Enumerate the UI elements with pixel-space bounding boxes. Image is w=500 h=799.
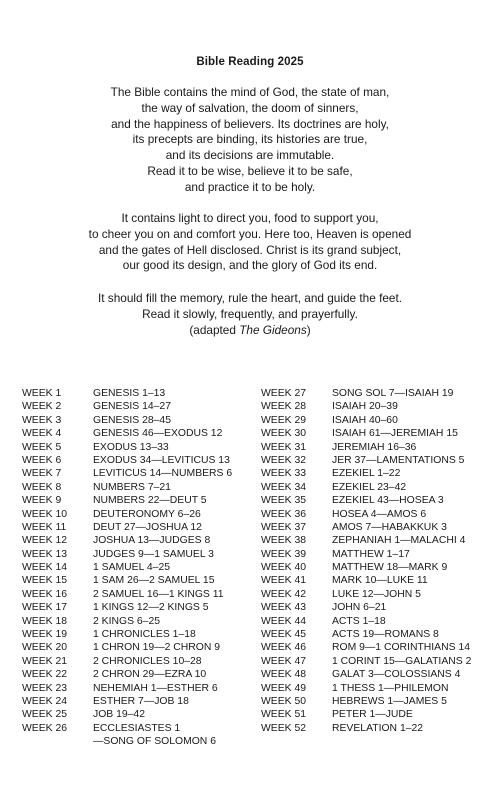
reading-range: 2 CHRONICLES 10–28: [93, 655, 202, 667]
week-label: WEEK 27: [261, 388, 307, 399]
week-label: WEEK 10: [22, 508, 68, 520]
week-label: WEEK 37: [261, 521, 307, 533]
week-label: WEEK 12: [22, 535, 68, 547]
paragraph-line: Read it to be wise, believe it to be safe,: [147, 163, 353, 178]
paragraph-line: and its decisions are immutable.: [165, 148, 335, 163]
reading-range: NUMBERS 7–21: [93, 481, 171, 493]
reading-range: ZEPHANIAH 1—MALACHI 4: [332, 535, 466, 547]
week-label: WEEK 4: [22, 428, 62, 440]
reading-range: NUMBERS 22—DEUT 5: [93, 495, 207, 507]
attribution-line: [0, 323, 500, 339]
paragraph-line: to cheer you on and comfort you. Here too, Heaven is opened: [88, 226, 412, 241]
reading-range: GENESIS 28–45: [93, 414, 171, 426]
reading-range: 1 CORINT 15—GALATIANS 2: [332, 655, 472, 667]
reading-range: 2 SAMUEL 16—1 KINGS 11: [93, 588, 224, 600]
reading-range: EXODUS 34—LEVITICUS 13: [93, 454, 230, 466]
reading-range: ISAIAH 61—JEREMIAH 15: [332, 428, 458, 440]
week-label: WEEK 34: [261, 481, 307, 493]
reading-range: JOSHUA 13—JUDGES 8: [93, 535, 211, 547]
week-label: WEEK 11: [22, 521, 67, 533]
week-label: WEEK 14: [22, 562, 68, 574]
reading-range: ROM 9—1 CORINTHIANS 14: [332, 642, 470, 654]
reading-range: ESTHER 7—JOB 18: [93, 695, 189, 707]
second-paragraph: [0, 211, 500, 274]
paragraph-line: Read it slowly, frequently, and prayerfully.: [142, 306, 358, 321]
week-label: WEEK 25: [22, 709, 68, 721]
week-label: WEEK 52: [261, 722, 307, 734]
paragraph-line: It contains light to direct you, food to support you,: [121, 211, 379, 225]
week-label: WEEK 45: [261, 629, 307, 641]
reading-range: DEUTERONOMY 6–26: [93, 508, 201, 520]
week-label: WEEK 42: [261, 588, 307, 600]
reading-range: JOB 19–42: [93, 709, 145, 721]
week-label: WEEK 41: [261, 575, 307, 587]
week-label: WEEK 1: [22, 388, 62, 399]
reading-range: JER 37—LAMENTATIONS 5: [332, 454, 465, 466]
reading-range: NEHEMIAH 1—ESTHER 6: [93, 682, 218, 694]
reading-range: 2 KINGS 6–25: [93, 615, 161, 627]
attribution-suffix: ): [306, 322, 311, 337]
reading-range: 2 CHRON 29—EZRA 10: [93, 669, 207, 681]
reading-range: ACTS 1–18: [332, 615, 386, 627]
reading-range: ISAIAH 20–39: [332, 401, 398, 413]
week-label: WEEK 9: [22, 495, 62, 507]
reading-range: 1 SAM 26—2 SAMUEL 15: [93, 575, 215, 587]
reading-range: JUDGES 9—1 SAMUEL 3: [93, 548, 214, 560]
reading-range: LEVITICUS 14—NUMBERS 6: [93, 468, 233, 480]
week-label: WEEK 16: [22, 588, 68, 600]
reading-range: REVELATION 1–22: [332, 722, 424, 734]
reading-range: MARK 10—LUKE 11: [332, 575, 428, 587]
week-label: WEEK 47: [261, 655, 307, 667]
reading-range: 1 CHRON 19—2 CHRON 9: [93, 642, 221, 654]
reading-range: HEBREWS 1—JAMES 5: [332, 695, 447, 707]
week-label: WEEK 33: [261, 468, 307, 480]
week-label: WEEK 43: [261, 602, 307, 614]
week-label: WEEK 36: [261, 508, 307, 520]
reading-range: MATTHEW 1–17: [332, 548, 410, 560]
week-label: WEEK 48: [261, 669, 307, 681]
week-label: WEEK 51: [261, 709, 307, 721]
week-label: WEEK 46: [261, 642, 307, 654]
week-label: WEEK 24: [22, 695, 68, 707]
paragraph-line: and the gates of Hell disclosed. Christ is its grand subject,: [98, 242, 402, 257]
reading-range: 1 SAMUEL 4–25: [93, 562, 171, 574]
paragraph-line: The Bible contains the mind of God, the state of man,: [110, 85, 390, 99]
reading-range: 1 THESS 1—PHILEMON: [332, 682, 449, 694]
week-label: WEEK 30: [261, 428, 307, 440]
week-label: WEEK 39: [261, 548, 307, 560]
week-label: WEEK 19: [22, 629, 68, 641]
reading-range: EXODUS 13–33: [93, 441, 169, 453]
reading-range: DEUT 27—JOSHUA 12: [93, 521, 202, 533]
week-label: WEEK 17: [22, 602, 68, 614]
reading-range: JEREMIAH 16–36: [332, 441, 417, 453]
reading-range: LUKE 12—JOHN 5: [332, 588, 421, 600]
reading-range: JOHN 6–21: [332, 602, 387, 614]
reading-range: EZEKIEL 1–22: [332, 468, 401, 480]
paragraph-line: the way of salvation, the doom of sinners,: [141, 100, 359, 115]
week-label: WEEK 49: [261, 682, 307, 694]
reading-range: ECCLESIASTES 1: [93, 722, 181, 734]
paragraph-line: It should fill the memory, rule the heart, and guide the feet.: [97, 291, 403, 305]
week-label: WEEK 21: [22, 655, 68, 667]
week-label: WEEK 38: [261, 535, 307, 547]
paragraph-line: and practice it to be holy.: [184, 179, 316, 194]
reading-range: GENESIS 1–13: [93, 388, 166, 399]
reading-range: EZEKIEL 43—HOSEA 3: [332, 495, 444, 507]
week-label: WEEK 18: [22, 615, 68, 627]
reading-range: PETER 1—JUDE: [332, 709, 413, 721]
page-title: Bible Reading 2025: [196, 56, 304, 68]
reading-range: 1 CHRONICLES 1–18: [93, 629, 196, 641]
week-label: WEEK 35: [261, 495, 307, 507]
week-label: WEEK 20: [22, 642, 68, 654]
week-label: WEEK 50: [261, 695, 307, 707]
paragraph-line: its precepts are binding, its histories are true,: [132, 132, 368, 147]
attribution-prefix: (adapted: [189, 322, 240, 337]
reading-range: ISAIAH 40–60: [332, 414, 398, 426]
reading-range: MATTHEW 18—MARK 9: [332, 562, 448, 574]
week-label: WEEK 23: [22, 682, 68, 694]
week-label: WEEK 5: [22, 441, 62, 453]
week-label: WEEK 22: [22, 669, 68, 681]
week-label: WEEK 31: [261, 441, 307, 453]
reading-range: GENESIS 14–27: [93, 401, 171, 413]
intro-paragraph: [0, 85, 500, 196]
third-paragraph: [0, 291, 500, 338]
week-label: WEEK 2: [22, 401, 62, 413]
reading-range: EZEKIEL 23–42: [332, 481, 407, 493]
reading-range: GENESIS 46—EXODUS 12: [93, 428, 223, 440]
week-label: WEEK 29: [261, 414, 307, 426]
week-label: WEEK 15: [22, 575, 68, 587]
week-label: WEEK 7: [22, 468, 62, 480]
week-label: WEEK 40: [261, 562, 307, 574]
paragraph-line: our good its design, and the glory of God its end.: [122, 258, 378, 273]
reading-range: SONG SOL 7—ISAIAH 19: [332, 388, 454, 399]
week-label: WEEK 28: [261, 401, 307, 413]
paragraph-line: and the happiness of believers. Its doctrines are holy,: [111, 116, 389, 131]
reading-range: AMOS 7—HABAKKUK 3: [332, 521, 447, 533]
reading-range: HOSEA 4—AMOS 6: [332, 508, 427, 520]
reading-range: GALAT 3—COLOSSIANS 4: [332, 669, 461, 681]
reading-range-continuation: —SONG OF SOLOMON 6: [93, 736, 216, 748]
week-label: WEEK 6: [22, 454, 62, 466]
week-label: WEEK 32: [261, 454, 307, 466]
attribution-source: The Gideons: [239, 322, 307, 337]
reading-range: 1 KINGS 12—2 KINGS 5: [93, 602, 209, 614]
week-label: WEEK 13: [22, 548, 68, 560]
week-label: WEEK 8: [22, 481, 62, 493]
reading-range: ACTS 19—ROMANS 8: [332, 629, 439, 641]
week-label: WEEK 26: [22, 722, 68, 734]
week-label: WEEK 44: [261, 615, 307, 627]
week-label: WEEK 3: [22, 414, 62, 426]
